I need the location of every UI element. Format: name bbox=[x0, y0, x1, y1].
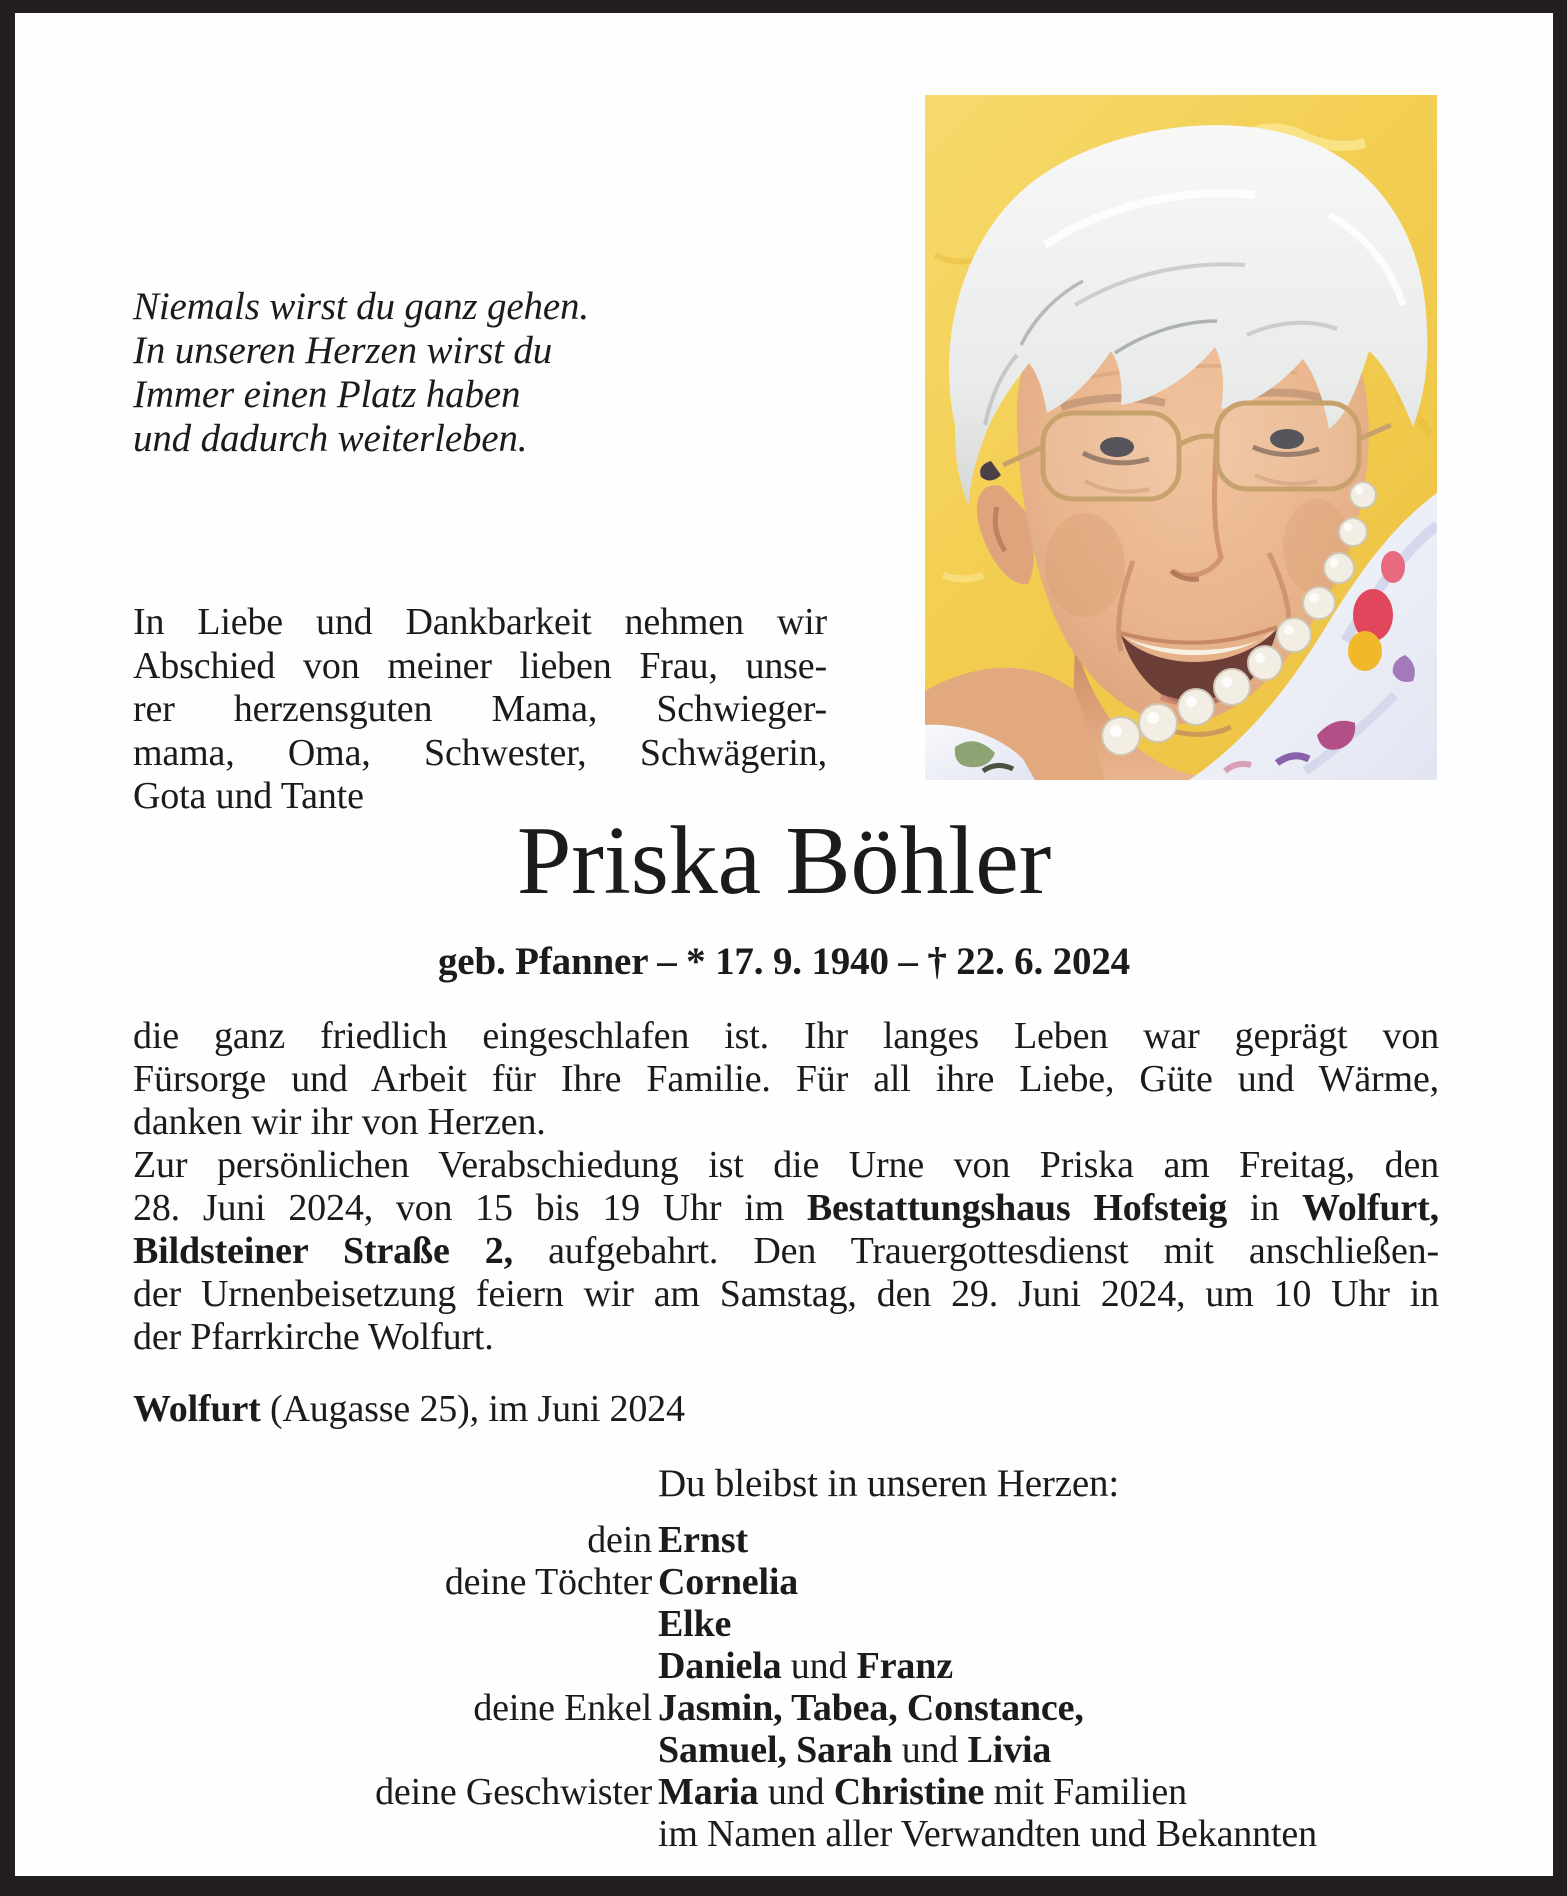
signature-names bbox=[658, 1603, 731, 1645]
closing-heading: Du bleibst in unseren Herzen: bbox=[658, 1462, 1120, 1505]
text-line bbox=[133, 1387, 1439, 1431]
text-line bbox=[133, 285, 793, 329]
text-segment: und bbox=[781, 1645, 857, 1687]
emphasized-text: Bestattungshaus Hofsteig bbox=[806, 1187, 1228, 1229]
text-line bbox=[133, 732, 827, 776]
signature-names bbox=[658, 1645, 953, 1687]
signature-relation-label: deine Enkel bbox=[473, 1687, 652, 1729]
signature-row bbox=[15, 1519, 1439, 1561]
signature-row bbox=[15, 1561, 1439, 1603]
signature-list bbox=[15, 1519, 1439, 1855]
text-line bbox=[133, 329, 793, 373]
signature-relation-label bbox=[15, 1729, 652, 1771]
signature-row bbox=[15, 1729, 1439, 1771]
text-segment: In Liebe und Dankbarkeit nehmen wir bbox=[133, 601, 827, 643]
emphasized-text: Ernst bbox=[658, 1519, 748, 1561]
text-line bbox=[133, 1273, 1439, 1316]
announcement-text bbox=[133, 1015, 1439, 1359]
text-line bbox=[133, 688, 827, 732]
text-line bbox=[133, 1230, 1439, 1273]
signature-relation-label bbox=[15, 1603, 652, 1645]
signature-names bbox=[658, 1729, 1051, 1771]
text-segment: Niemals wirst du ganz gehen. bbox=[133, 285, 589, 328]
text-segment: aufgebahrt. Den Trauergottesdienst mit anschließen- bbox=[512, 1230, 1440, 1272]
signature-names bbox=[658, 1771, 1187, 1813]
emphasized-text: Wolfurt, bbox=[1301, 1187, 1439, 1229]
text-segment: Gota und Tante bbox=[133, 775, 364, 817]
text-line bbox=[133, 1058, 1439, 1101]
birth-death-dates: geb. Pfanner – * 17. 9. 1940 – † 22. 6. 2024 bbox=[437, 940, 1131, 983]
text-line bbox=[133, 417, 793, 461]
text-segment: und bbox=[892, 1729, 968, 1771]
text-line bbox=[133, 1015, 1439, 1058]
signature-relation-label bbox=[15, 1645, 652, 1687]
emphasized-text: Franz bbox=[856, 1645, 953, 1687]
text-segment: im Namen aller Verwandten und Bekannten bbox=[658, 1813, 1317, 1855]
signature-row bbox=[15, 1813, 1439, 1855]
signature-relation-label bbox=[15, 1813, 652, 1855]
farewell-intro bbox=[133, 601, 827, 819]
emphasized-text: Elke bbox=[658, 1603, 732, 1645]
text-line bbox=[133, 1144, 1439, 1187]
text-segment: (Augasse 25), im Juni 2024 bbox=[260, 1388, 685, 1430]
place-dateline bbox=[133, 1387, 1439, 1431]
text-segment: Zur persönlichen Verabschiedung ist die Urne von Priska am Freitag, den bbox=[133, 1144, 1439, 1186]
text-segment: Immer einen Platz haben bbox=[133, 373, 521, 416]
signature-row bbox=[15, 1687, 1439, 1729]
text-line bbox=[133, 1101, 1439, 1144]
text-segment: Fürsorge und Arbeit für Ihre Familie. Für all ihre Liebe, Güte und Wärme, bbox=[133, 1058, 1439, 1100]
text-segment: und bbox=[758, 1771, 834, 1813]
text-line bbox=[133, 373, 793, 417]
emphasized-text: Maria bbox=[658, 1771, 759, 1813]
text-segment: mama, Oma, Schwester, Schwägerin, bbox=[133, 731, 827, 774]
deceased-name: Priska Böhler bbox=[516, 807, 1052, 915]
signature-names bbox=[658, 1519, 748, 1561]
text-segment: rer herzensguten Mama, Schwieger- bbox=[133, 688, 827, 730]
signature-row bbox=[15, 1645, 1439, 1687]
emphasized-text: Bildsteiner Straße 2, bbox=[133, 1230, 513, 1272]
text-segment: Abschied von meiner lieben Frau, unse- bbox=[133, 644, 827, 687]
text-segment: die ganz friedlich eingeschlafen ist. Ihr langes Leben war geprägt von bbox=[133, 1015, 1439, 1057]
signature-relation-label: deine Töchter bbox=[444, 1561, 652, 1603]
emphasized-text: Daniela bbox=[658, 1645, 782, 1687]
emphasized-text: Christine bbox=[833, 1771, 985, 1813]
emphasized-text: Jasmin, Tabea, Constance, bbox=[658, 1687, 1084, 1729]
portrait-photo bbox=[925, 95, 1437, 780]
text-segment: danken wir ihr von Herzen. bbox=[133, 1101, 546, 1143]
text-line bbox=[133, 1316, 1439, 1359]
text-segment: und dadurch weiterleben. bbox=[133, 417, 528, 460]
text-segment: der Pfarrkirche Wolfurt. bbox=[133, 1316, 494, 1358]
text-segment: der Urnenbeisetzung feiern wir am Samstag, den 29. Juni 2024, um 10 Uhr in bbox=[133, 1273, 1439, 1315]
signature-relation-label: deine Geschwister bbox=[375, 1771, 652, 1813]
emphasized-text: Livia bbox=[967, 1729, 1052, 1771]
signature-relation-label: dein bbox=[587, 1519, 652, 1561]
signature-names bbox=[658, 1687, 1084, 1729]
signature-names bbox=[658, 1561, 798, 1603]
signature-row bbox=[15, 1771, 1439, 1813]
text-line bbox=[133, 601, 827, 645]
text-segment: in bbox=[1227, 1187, 1302, 1229]
obituary-content bbox=[15, 13, 1553, 1876]
signature-names bbox=[658, 1813, 1317, 1855]
emphasized-text: Samuel, Sarah bbox=[658, 1729, 893, 1771]
signature-row bbox=[15, 1603, 1439, 1645]
emphasized-text: Wolfurt bbox=[133, 1388, 261, 1430]
portrait-illustration bbox=[925, 95, 1437, 780]
memorial-verse bbox=[133, 285, 793, 461]
text-segment: mit Familien bbox=[984, 1771, 1187, 1813]
text-line bbox=[133, 1187, 1439, 1230]
text-segment: In unseren Herzen wirst du bbox=[133, 329, 553, 372]
text-segment: 28. Juni 2024, von 15 bis 19 Uhr im bbox=[133, 1187, 807, 1229]
emphasized-text: Cornelia bbox=[658, 1561, 799, 1603]
text-line bbox=[133, 645, 827, 689]
